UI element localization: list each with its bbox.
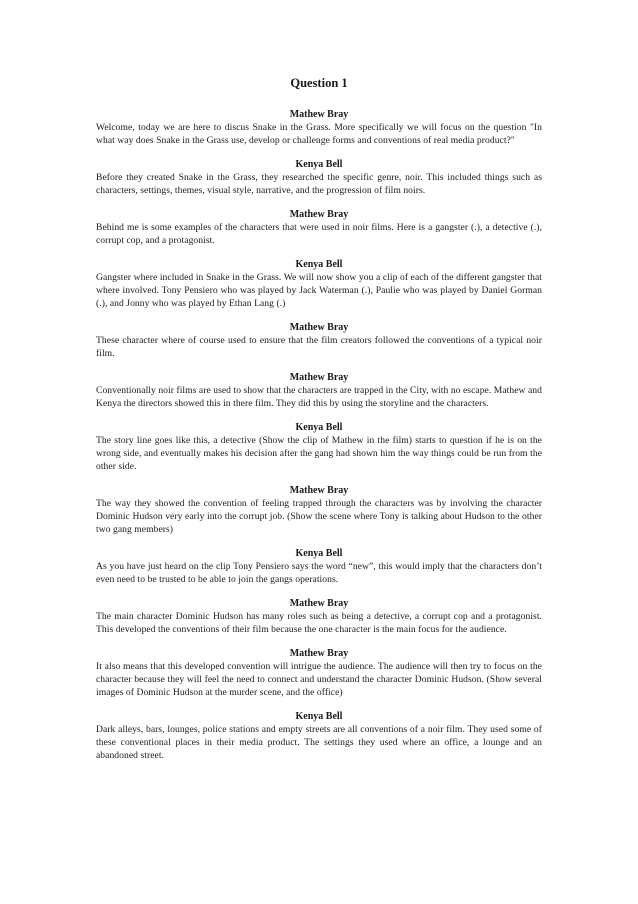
dialogue-text: As you have just heard on the clip Tony Pensiero says the word “new”, this would imply that the characters don’t even need to be trusted to be able to join the gangs operations. [96,561,542,585]
speaker-name: Mathew Bray [289,485,349,496]
dialogue-text: The way they showed the convention of feeling trapped through the characters was by involving the character Dominic Hudson very early into the corrupt job. (Show the scene where Tony is talking about Hudson to the other two gang members) [96,498,542,535]
dialogue-text: These character where of course used to ensure that the film creators followed the conventions of a typical noir film. [96,335,542,359]
document-title: Question 1 [290,76,348,90]
speaker-name: Kenya Bell [295,711,343,722]
speaker-name: Mathew Bray [289,109,349,120]
dialogue-section [96,208,542,247]
dialogue-section [96,647,542,699]
dialogue-text: Welcome, today we are here to discus Snake in the Grass. More specifically we will focus on the question "In what way does Snake in the Grass use, develop or challenge forms and conventions of real media product?" [96,122,542,146]
dialogue-text: Gangster where included in Snake in the Grass. We will now show you a clip of each of the different gangster that where involved. Tony Pensiero who was played by Jack Waterman (.), Paulie who was played by Daniel Gorman (.), and Jonny who was played by Ethan Lang (.) [96,272,542,309]
dialogue-text: Conventionally noir films are used to show that the characters are trapped in the City, with no escape. Mathew and Kenya the directors showed this in there film. They did this by using the storyline and the characters. [96,385,542,409]
dialogue-section [96,421,542,473]
dialogue-section [96,710,542,762]
dialogue-text: Dark alleys, bars, lounges, police stations and empty streets are all conventions of a noir film. They used some of these conventional places in their media product. The settings they used where an office, a lounge and an abandoned street. [96,724,542,761]
dialogue-text: The story line goes like this, a detective (Show the clip of Mathew in the film) starts to question if he is on the wrong side, and eventually makes his decision after the gang had shown him the way things could be run from the other side. [96,435,542,472]
dialogue-section [96,597,542,636]
speaker-name: Kenya Bell [295,259,343,270]
dialogue-section [96,158,542,197]
speaker-name: Kenya Bell [295,159,343,170]
dialogue-section [96,484,542,536]
dialogue-text: Before they created Snake in the Grass, they researched the specific genre, noir. This included things such as characters, settings, themes, visual style, narrative, and the progression of film noirs. [96,172,542,196]
dialogue-section [96,547,542,586]
speaker-name: Mathew Bray [289,209,349,220]
dialogue-text: The main character Dominic Hudson has many roles such as being a detective, a corrupt cop and a protagonist. This developed the conventions of their film because the one character is the main focus for the audience. [96,611,542,635]
speaker-name: Kenya Bell [295,548,343,559]
speaker-name: Mathew Bray [289,322,349,333]
dialogue-section [96,108,542,147]
dialogue-section [96,371,542,410]
dialogue-section [96,258,542,310]
dialogue-text: Behind me is some examples of the characters that were used in noir films. Here is a gangster (.), a detective (.), corrupt cop, and a protagonist. [96,222,542,246]
speaker-name: Kenya Bell [295,422,343,433]
speaker-name: Mathew Bray [289,598,349,609]
speaker-name: Mathew Bray [289,372,349,383]
dialogue-text: It also means that this developed convention will intrigue the audience. The audience will then try to focus on the character because they will feel the need to connect and understand the character Dominic Hudson. (Show several images of Dominic Hudson at the murder scene, and the office) [96,661,542,698]
document-page [96,76,542,773]
sections-container [96,108,542,762]
dialogue-section [96,321,542,360]
speaker-name: Mathew Bray [289,648,349,659]
